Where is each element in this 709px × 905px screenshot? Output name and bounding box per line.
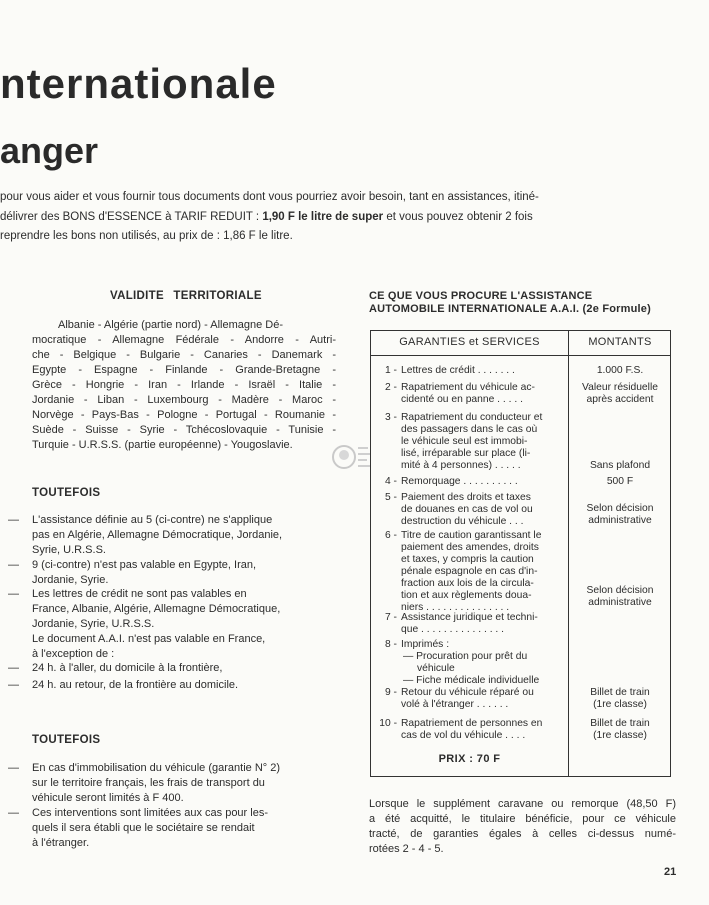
amount-line: Selon décision: [586, 585, 654, 596]
amount-line: Sans plafond: [589, 460, 651, 471]
validite-line: Turquie - U.R.S.S. (partie européenne) - Yougoslavie.: [32, 439, 293, 451]
header-montants: MONTANTS: [588, 336, 652, 348]
item-line: à l'étranger.: [32, 837, 90, 849]
item-line: L'assistance définie au 5 (ci-contre) ne s'applique: [32, 514, 273, 526]
item-line: véhicule seront limités à F 400.: [32, 792, 184, 804]
dash-mark: —: [8, 662, 19, 674]
row-line: Lettres de crédit . . . . . . .: [401, 365, 515, 376]
row-line: Rapatriement de personnes en: [401, 718, 543, 729]
column-divider: [568, 331, 569, 776]
row-amount: [574, 365, 666, 377]
item-line: 9 (ci-contre) n'est pas valable en Egypte, Iran,: [32, 559, 257, 571]
note-line: a été acquitté, le titulaire bénéficie, pour ce véhicule: [369, 813, 676, 825]
row-line: Remorquage . . . . . . . . . .: [401, 476, 518, 487]
toutefois1-item: [8, 587, 344, 632]
row-line: véhicule: [417, 663, 455, 674]
assistance-heading-line-1: CE QUE VOUS PROCURE L'ASSISTANCE: [369, 290, 593, 302]
item-line: Ces interventions sont limitées aux cas pour les-: [32, 807, 268, 819]
row-line: niers . . . . . . . . . . . . . . .: [401, 602, 510, 613]
row-line: Rapatriement du véhicule ac-: [401, 382, 535, 393]
row-line: Rapatriement du conducteur et: [401, 412, 543, 423]
item-line: 24 h. à l'aller, du domicile à la frontière,: [32, 662, 223, 674]
row-amount: [574, 503, 666, 527]
price-label: PRIX : 70 F: [438, 753, 501, 765]
dash-mark: —: [8, 762, 19, 774]
row-line: — Fiche médicale individuelle: [403, 675, 540, 686]
row-line: destruction du véhicule . . .: [401, 516, 524, 527]
row-amount: [574, 687, 666, 711]
dash-mark: —: [8, 514, 19, 526]
amount-line: Billet de train: [590, 718, 650, 729]
row-number: 9 -: [384, 687, 397, 698]
item-line: Le document A.A.I. n'est pas valable en France,: [32, 633, 266, 645]
header-garanties: GARANTIES et SERVICES: [399, 336, 540, 348]
row-line: des passagers dans le cas où: [401, 424, 538, 435]
validite-heading: VALIDITE TERRITORIALE: [110, 290, 262, 302]
toutefois2-item: [8, 761, 344, 806]
intro-line-2: [0, 207, 705, 227]
row-line: Imprimés :: [401, 639, 450, 650]
item-line: pas en Algérie, Allemagne Démocratique, Jordanie,: [32, 529, 283, 541]
page-number: 21: [664, 866, 677, 878]
row-line: paiement des amendes, droits: [401, 542, 539, 553]
toutefois2-item: [8, 806, 344, 851]
row-line: cas de vol du véhicule . . . .: [401, 730, 526, 741]
caravane-note: [369, 797, 676, 857]
item-line: En cas d'immobilisation du véhicule (garantie N° 2): [32, 762, 281, 774]
item-line: à l'exception de :: [32, 648, 115, 660]
amount-line: après accident: [586, 394, 654, 405]
row-amount: [574, 382, 666, 406]
amount-line: 1.000 F.S.: [596, 365, 644, 376]
row-line: pénale espagnole en cas d'in-: [401, 566, 538, 577]
row-number: 3 -: [384, 412, 397, 423]
item-line: France, Albanie, Algérie, Allemagne Démocratique,: [32, 603, 281, 615]
amount-line: administrative: [588, 597, 652, 608]
row-number: 5 -: [384, 492, 397, 503]
toutefois1-item: [32, 632, 344, 662]
item-line: sur le territoire français, les frais de transport du: [32, 777, 265, 789]
row-amount: [574, 718, 666, 742]
intro-line-1: pour vous aider et vous fournir tous documents dont vous pourriez avoir besoin, tant en assistances, itiné-: [0, 191, 539, 203]
row-line: et taxes, y compris la caution: [401, 554, 534, 565]
dash-mark: —: [8, 807, 19, 819]
row-line: fraction aux lois de la circula-: [401, 578, 534, 589]
toutefois1-item: [8, 513, 344, 558]
item-line: Jordanie, Syrie, U.R.S.S.: [32, 618, 155, 630]
note-line: Lorsque le supplément caravane ou remorque (48,50 F): [369, 798, 676, 810]
toutefois1-item: [8, 661, 344, 676]
amount-line: Billet de train: [590, 687, 650, 698]
item-line: Syrie, U.R.S.S.: [32, 544, 106, 556]
dash-mark: —: [8, 588, 19, 600]
dash-mark: —: [8, 679, 19, 691]
row-line: Retour du véhicule réparé ou: [401, 687, 534, 698]
row-line: mité à 4 personnes) . . . . .: [401, 460, 521, 471]
toutefois1-item: [8, 558, 344, 588]
item-line: Jordanie, Syrie.: [32, 574, 109, 586]
validite-line: mocratique - Allemagne Fédérale - Andorre - Autri-: [32, 334, 336, 346]
row-line: que . . . . . . . . . . . . . . .: [401, 624, 505, 635]
row-line: lisé, irréparable sur place (li-: [401, 448, 531, 459]
row-number: 4 -: [384, 476, 397, 487]
amount-line: (1re classe): [593, 699, 647, 710]
assistance-heading: [369, 290, 679, 316]
guarantees-table: [370, 330, 671, 777]
dash-mark: —: [8, 559, 19, 571]
row-line: Assistance juridique et techni-: [401, 612, 538, 623]
row-number: 8 -: [384, 639, 397, 650]
row-amount: [574, 476, 666, 488]
row-number: 6 -: [384, 530, 397, 541]
toutefois1-item: [8, 678, 344, 693]
row-line: tion et aux règlements doua-: [401, 590, 532, 601]
validite-line: che - Belgique - Bulgarie - Canaries - Danemark -: [32, 349, 336, 361]
intro-line-2-a: délivrer des BONS d'ESSENCE à TARIF REDUIT :: [0, 211, 263, 223]
item-line: 24 h. au retour, de la frontière au domicile.: [32, 679, 239, 691]
row-amount: [574, 460, 666, 472]
validite-line: Albanie - Algérie (partie nord) - Allemagne Dé-: [58, 319, 284, 331]
row-number: 1 -: [384, 365, 397, 376]
intro-line-3: reprendre les bons non utilisés, au prix de : 1,86 F le litre.: [0, 230, 293, 242]
toutefois-heading-2: TOUTEFOIS: [32, 734, 101, 746]
row-amount: [574, 585, 666, 609]
intro-line-2-b: et vous pouvez obtenir 2 fois: [383, 211, 533, 223]
intro-price-bold: 1,90 F le litre de super: [262, 211, 384, 223]
validite-line: Egypte - Espagne - Finlande - Grande-Bretagne -: [32, 364, 336, 376]
row-line: cidenté ou en panne . . . . .: [401, 394, 523, 405]
row-line: Paiement des droits et taxes: [401, 492, 531, 503]
amount-line: (1re classe): [593, 730, 647, 741]
amount-line: administrative: [588, 515, 652, 526]
row-line: — Procuration pour prêt du: [403, 651, 528, 662]
validite-line: Suède - Suisse - Syrie - Tchécoslovaquie - Tunisie -: [32, 424, 336, 436]
validite-line: Norvège - Pays-Bas - Pologne - Portugal - Roumanie -: [32, 409, 336, 421]
assistance-heading-line-2: AUTOMOBILE INTERNATIONALE A.A.I. (2e Formule): [369, 303, 651, 315]
row-line: le véhicule seul est immobi-: [401, 436, 528, 447]
amount-line: 500 F: [606, 476, 634, 487]
toutefois-heading-1: TOUTEFOIS: [32, 487, 101, 499]
row-line: de douanes en cas de vol ou: [401, 504, 533, 515]
note-line: rotées 2 - 4 - 5.: [369, 843, 444, 855]
row-line: volé à l'étranger . . . . . .: [401, 699, 509, 710]
row-number: 2 -: [384, 382, 397, 393]
item-line: Les lettres de crédit ne sont pas valables en: [32, 588, 247, 600]
note-line: tracté, de garanties égales à celles ci-dessus numé-: [369, 828, 676, 840]
validite-line: Grèce - Hongrie - Iran - Irlande - Israël - Italie -: [32, 379, 336, 391]
amount-line: Selon décision: [586, 503, 654, 514]
page-subtitle: anger: [0, 130, 99, 171]
item-line: quels il sera établi que le sociétaire se rendait: [32, 822, 255, 834]
row-number: 10 -: [379, 718, 397, 729]
validite-line: Jordanie - Liban - Luxembourg - Madère - Maroc -: [32, 394, 336, 406]
row-number: 7 -: [384, 612, 397, 623]
amount-line: Valeur résiduelle: [582, 382, 658, 393]
page-title: nternationale: [0, 60, 277, 107]
row-line: Titre de caution garantissant le: [401, 530, 542, 541]
validite-list: [32, 318, 336, 453]
